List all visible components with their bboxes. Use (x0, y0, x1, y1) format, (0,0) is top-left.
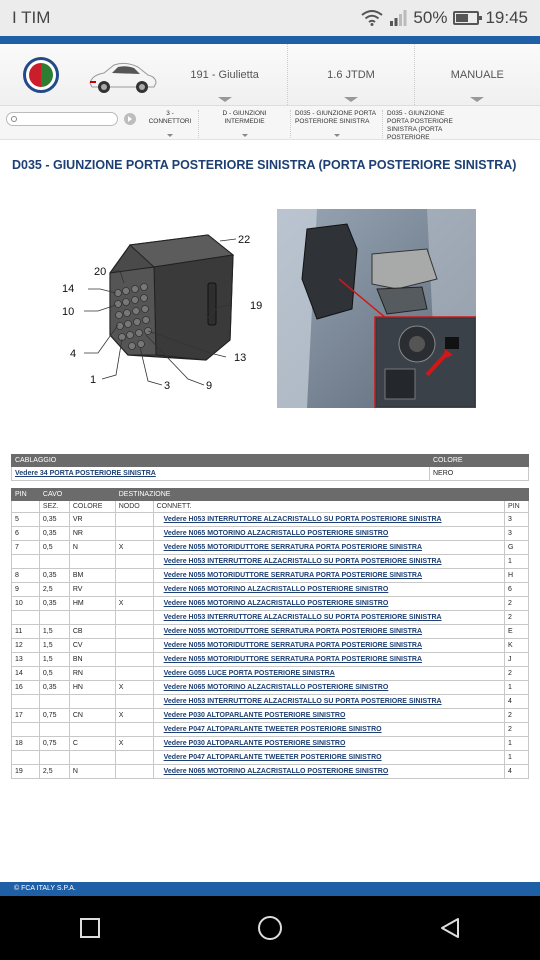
pin-cell: 16 (12, 681, 40, 695)
table-row (12, 681, 529, 695)
car-image (82, 44, 162, 105)
manual-selector[interactable] (414, 44, 540, 105)
color-cell (69, 723, 115, 737)
pin-cell (12, 611, 40, 625)
wiring-table (11, 454, 529, 481)
pin-cell: 6 (12, 527, 40, 541)
home-button[interactable] (250, 908, 290, 948)
status-icons (361, 8, 528, 28)
color-cell (69, 695, 115, 709)
pin-cell: 5 (12, 513, 40, 527)
destination-link[interactable]: Vedere N065 MOTORINO ALZACRISTALLO POSTERIORE SINISTRO (163, 684, 389, 691)
pin-dest-cell: G (505, 541, 529, 555)
search-input[interactable] (21, 113, 111, 125)
wiring-color: NERO (430, 467, 529, 481)
section-cell (39, 555, 69, 569)
destination-link[interactable]: Vedere P047 ALTOPARLANTE TWEETER POSTERIORE SINISTRO (163, 726, 382, 733)
node-cell (115, 723, 153, 737)
column-subheader: CONNETT. (153, 501, 504, 513)
search-go-button[interactable] (124, 113, 136, 125)
color-cell: CB (69, 625, 115, 639)
section-cell: 0,5 (39, 667, 69, 681)
section-cell: 0,35 (39, 569, 69, 583)
pin-cell (12, 723, 40, 737)
color-cell: RV (69, 583, 115, 597)
table-row (12, 583, 529, 597)
destination-link[interactable]: Vedere N055 MOTORIDUTTORE SERRATURA PORTA POSTERIORE SINISTRA (163, 628, 423, 635)
pin-dest-cell: 2 (505, 611, 529, 625)
node-cell (115, 765, 153, 779)
color-cell: RN (69, 667, 115, 681)
pin-dest-cell: H (505, 569, 529, 583)
pin-dest-cell: 1 (505, 555, 529, 569)
callout-label: 20 (94, 266, 107, 278)
pin-cell: 19 (12, 765, 40, 779)
pin-dest-cell: 6 (505, 583, 529, 597)
table-row (12, 569, 529, 583)
pin-table (11, 488, 529, 779)
wiring-link[interactable]: Vedere 34 PORTA POSTERIORE SINISTRA (15, 470, 156, 477)
node-cell (115, 569, 153, 583)
callout-label: 14 (62, 283, 75, 295)
color-cell: NR (69, 527, 115, 541)
clock: 19:45 (485, 8, 528, 27)
color-cell (69, 555, 115, 569)
page-title: D035 - GIUNZIONE PORTA POSTERIORE SINISTRA (PORTA POSTERIORE SINISTRA) (12, 158, 517, 172)
brand-band (0, 36, 540, 44)
section-cell: 2,5 (39, 765, 69, 779)
node-cell (115, 625, 153, 639)
status-bar (0, 0, 540, 36)
destination-link[interactable]: Vedere N065 MOTORINO ALZACRISTALLO POSTERIORE SINISTRO (163, 600, 389, 607)
table-row (12, 527, 529, 541)
pin-dest-cell: 3 (505, 513, 529, 527)
color-cell: CV (69, 639, 115, 653)
section-cell (39, 611, 69, 625)
callout-label: 1 (90, 374, 97, 386)
node-cell (115, 527, 153, 541)
pin-cell (12, 751, 40, 765)
destination-link[interactable]: Vedere H053 INTERRUTTORE ALZACRISTALLO SU PORTA POSTERIORE SINISTRA (163, 516, 442, 523)
pin-dest-cell: 1 (505, 681, 529, 695)
pin-cell: 8 (12, 569, 40, 583)
node-cell: X (115, 709, 153, 723)
section-cell: 0,35 (39, 527, 69, 541)
node-cell: X (115, 737, 153, 751)
chevron-down-icon (242, 134, 248, 137)
pin-cell: 10 (12, 597, 40, 611)
destination-link[interactable]: Vedere N055 MOTORIDUTTORE SERRATURA PORTA POSTERIORE SINISTRA (163, 572, 423, 579)
color-cell: C (69, 737, 115, 751)
section-cell: 0,35 (39, 513, 69, 527)
callout-label: 9 (206, 380, 213, 392)
pin-dest-cell: 4 (505, 765, 529, 779)
system-nav-bar (0, 896, 540, 960)
model-label: 191 - Giulietta (190, 68, 259, 81)
triangle-back-icon (438, 916, 462, 940)
node-cell (115, 667, 153, 681)
node-cell (115, 653, 153, 667)
section-cell: 1,5 (39, 625, 69, 639)
table-row (12, 709, 529, 723)
alfa-romeo-logo-icon (23, 57, 59, 93)
section-cell: 0,75 (39, 709, 69, 723)
callout-label: 10 (62, 306, 75, 318)
callout-label: 3 (164, 380, 171, 392)
destination-link[interactable]: Vedere H053 INTERRUTTORE ALZACRISTALLO SU PORTA POSTERIORE SINISTRA (163, 698, 442, 705)
color-cell: CN (69, 709, 115, 723)
color-cell: BM (69, 569, 115, 583)
table-row (12, 765, 529, 779)
chevron-down-icon (167, 134, 173, 137)
destination-link[interactable]: Vedere N055 MOTORIDUTTORE SERRATURA PORTA POSTERIORE SINISTRA (163, 544, 423, 551)
color-cell: N (69, 765, 115, 779)
callout-label: 13 (234, 352, 247, 364)
destination-link[interactable]: Vedere N065 MOTORINO ALZACRISTALLO POSTERIORE SINISTRO (163, 530, 389, 537)
pin-cell (12, 555, 40, 569)
destination-link[interactable]: Vedere N065 MOTORINO ALZACRISTALLO POSTERIORE SINISTRO (163, 768, 389, 775)
table-row (12, 597, 529, 611)
pin-dest-cell: E (505, 625, 529, 639)
node-cell (115, 583, 153, 597)
section-cell: 0,35 (39, 681, 69, 695)
node-cell: X (115, 597, 153, 611)
destination-link[interactable]: Vedere N055 MOTORIDUTTORE SERRATURA PORTA POSTERIORE SINISTRA (163, 656, 423, 663)
column-subheader: PIN (505, 501, 529, 513)
brand-logo[interactable] (0, 44, 82, 105)
manual-label: MANUALE (450, 68, 504, 81)
pin-cell: 18 (12, 737, 40, 751)
table-row (12, 737, 529, 751)
pin-dest-cell: 3 (505, 527, 529, 541)
destination-link[interactable]: Vedere G055 LUCE PORTA POSTERIORE SINISTRA (163, 670, 335, 677)
section-cell: 2,5 (39, 583, 69, 597)
pin-cell: 13 (12, 653, 40, 667)
destination-link[interactable]: Vedere P030 ALTOPARLANTE POSTERIORE SINISTRO (163, 740, 346, 747)
wifi-icon (361, 10, 383, 26)
search-icon (11, 116, 17, 122)
callout-label: 22 (238, 234, 251, 246)
table-row (12, 723, 529, 737)
signal-icon (389, 10, 407, 26)
pin-cell: 14 (12, 667, 40, 681)
pin-cell: 12 (12, 639, 40, 653)
table-row (12, 639, 529, 653)
destination-link[interactable]: Vedere P047 ALTOPARLANTE TWEETER POSTERIORE SINISTRO (163, 754, 382, 761)
section-cell: 0,5 (39, 541, 69, 555)
chevron-down-icon (334, 134, 340, 137)
breadcrumb-item[interactable]: 3 - CONNETTORI (142, 110, 198, 138)
color-cell: HM (69, 597, 115, 611)
callout-label: 19 (250, 300, 263, 312)
table-row (12, 541, 529, 555)
color-cell (69, 751, 115, 765)
chevron-down-icon (470, 97, 484, 102)
pin-dest-cell: 2 (505, 723, 529, 737)
destination-link[interactable]: Vedere N065 MOTORINO ALZACRISTALLO POSTERIORE SINISTRO (163, 586, 389, 593)
column-subheader: NODO (115, 501, 153, 513)
destination-link[interactable]: Vedere H053 INTERRUTTORE ALZACRISTALLO SU PORTA POSTERIORE SINISTRA (163, 614, 442, 621)
pin-dest-cell: 1 (505, 737, 529, 751)
engine-label: 1.6 JTDM (327, 68, 375, 81)
table-row (12, 695, 529, 709)
column-header: COLORE (430, 455, 529, 467)
table-row (12, 667, 529, 681)
breadcrumb-item[interactable]: D035 - GIUNZIONE PORTA POSTERIORE SINISTRA (PORTA POSTERIORE (382, 110, 470, 138)
section-cell: 1,5 (39, 639, 69, 653)
node-cell (115, 639, 153, 653)
pin-dest-cell: 2 (505, 597, 529, 611)
color-cell: BN (69, 653, 115, 667)
model-selector[interactable] (162, 44, 287, 105)
section-cell (39, 751, 69, 765)
chevron-down-icon (344, 97, 358, 102)
column-subheader: SEZ. (39, 501, 69, 513)
destination-link[interactable]: Vedere P030 ALTOPARLANTE POSTERIORE SINISTRO (163, 712, 346, 719)
section-cell: 1,5 (39, 653, 69, 667)
color-cell (69, 611, 115, 625)
breadcrumb-item[interactable]: D - GIUNZIONI INTERMEDIE (198, 110, 290, 138)
destination-link[interactable]: Vedere N055 MOTORIDUTTORE SERRATURA PORTA POSTERIORE SINISTRA (163, 642, 423, 649)
pin-cell: 9 (12, 583, 40, 597)
footer-copyright: © FCA ITALY S.P.A. (0, 882, 540, 896)
car-icon (86, 55, 158, 95)
circle-icon (257, 915, 283, 941)
table-row (12, 751, 529, 765)
color-cell: HN (69, 681, 115, 695)
app-header (0, 44, 540, 106)
pin-cell: 7 (12, 541, 40, 555)
column-header: CAVO (39, 489, 115, 501)
callout-label: 4 (70, 348, 77, 360)
search-box[interactable] (6, 112, 118, 126)
color-cell: VR (69, 513, 115, 527)
pin-cell (12, 695, 40, 709)
connector-diagram (58, 225, 268, 395)
table-row (12, 625, 529, 639)
connector-body (110, 235, 233, 360)
column-header: CABLAGGIO (12, 455, 430, 467)
column-subheader: COLORE (69, 501, 115, 513)
destination-link[interactable]: Vedere H053 INTERRUTTORE ALZACRISTALLO SU PORTA POSTERIORE SINISTRA (163, 558, 442, 565)
pin-dest-cell: 1 (505, 751, 529, 765)
table-row (12, 467, 529, 481)
node-cell (115, 695, 153, 709)
carrier-label: I TIM (12, 8, 51, 27)
chevron-down-icon (218, 97, 232, 102)
column-header: DESTINAZIONE (115, 489, 504, 501)
pin-dest-cell: 4 (505, 695, 529, 709)
battery-icon (453, 11, 479, 25)
table-row (12, 611, 529, 625)
table-row (12, 653, 529, 667)
section-cell: 0,75 (39, 737, 69, 751)
engine-selector[interactable] (287, 44, 413, 105)
battery-percent: 50% (413, 8, 448, 27)
pin-dest-cell: K (505, 639, 529, 653)
section-cell (39, 723, 69, 737)
pin-dest-cell: 2 (505, 709, 529, 723)
pin-dest-cell: J (505, 653, 529, 667)
square-icon (79, 917, 101, 939)
pin-cell: 11 (12, 625, 40, 639)
node-cell: X (115, 681, 153, 695)
node-cell (115, 513, 153, 527)
pin-cell: 17 (12, 709, 40, 723)
table-row (12, 513, 529, 527)
node-cell (115, 751, 153, 765)
back-button[interactable] (430, 908, 470, 948)
column-header: PIN (12, 489, 40, 501)
breadcrumb (0, 106, 540, 140)
node-cell: X (115, 541, 153, 555)
section-cell: 0,35 (39, 597, 69, 611)
pin-dest-cell: 2 (505, 667, 529, 681)
section-cell (39, 695, 69, 709)
color-cell: N (69, 541, 115, 555)
node-cell (115, 555, 153, 569)
node-cell (115, 611, 153, 625)
location-photo (277, 209, 476, 408)
table-row (12, 555, 529, 569)
breadcrumb-item[interactable]: D035 - GIUNZIONE PORTA POSTERIORE SINISTRA (290, 110, 382, 138)
door-photo-illustration (277, 209, 476, 408)
recent-apps-button[interactable] (70, 908, 110, 948)
